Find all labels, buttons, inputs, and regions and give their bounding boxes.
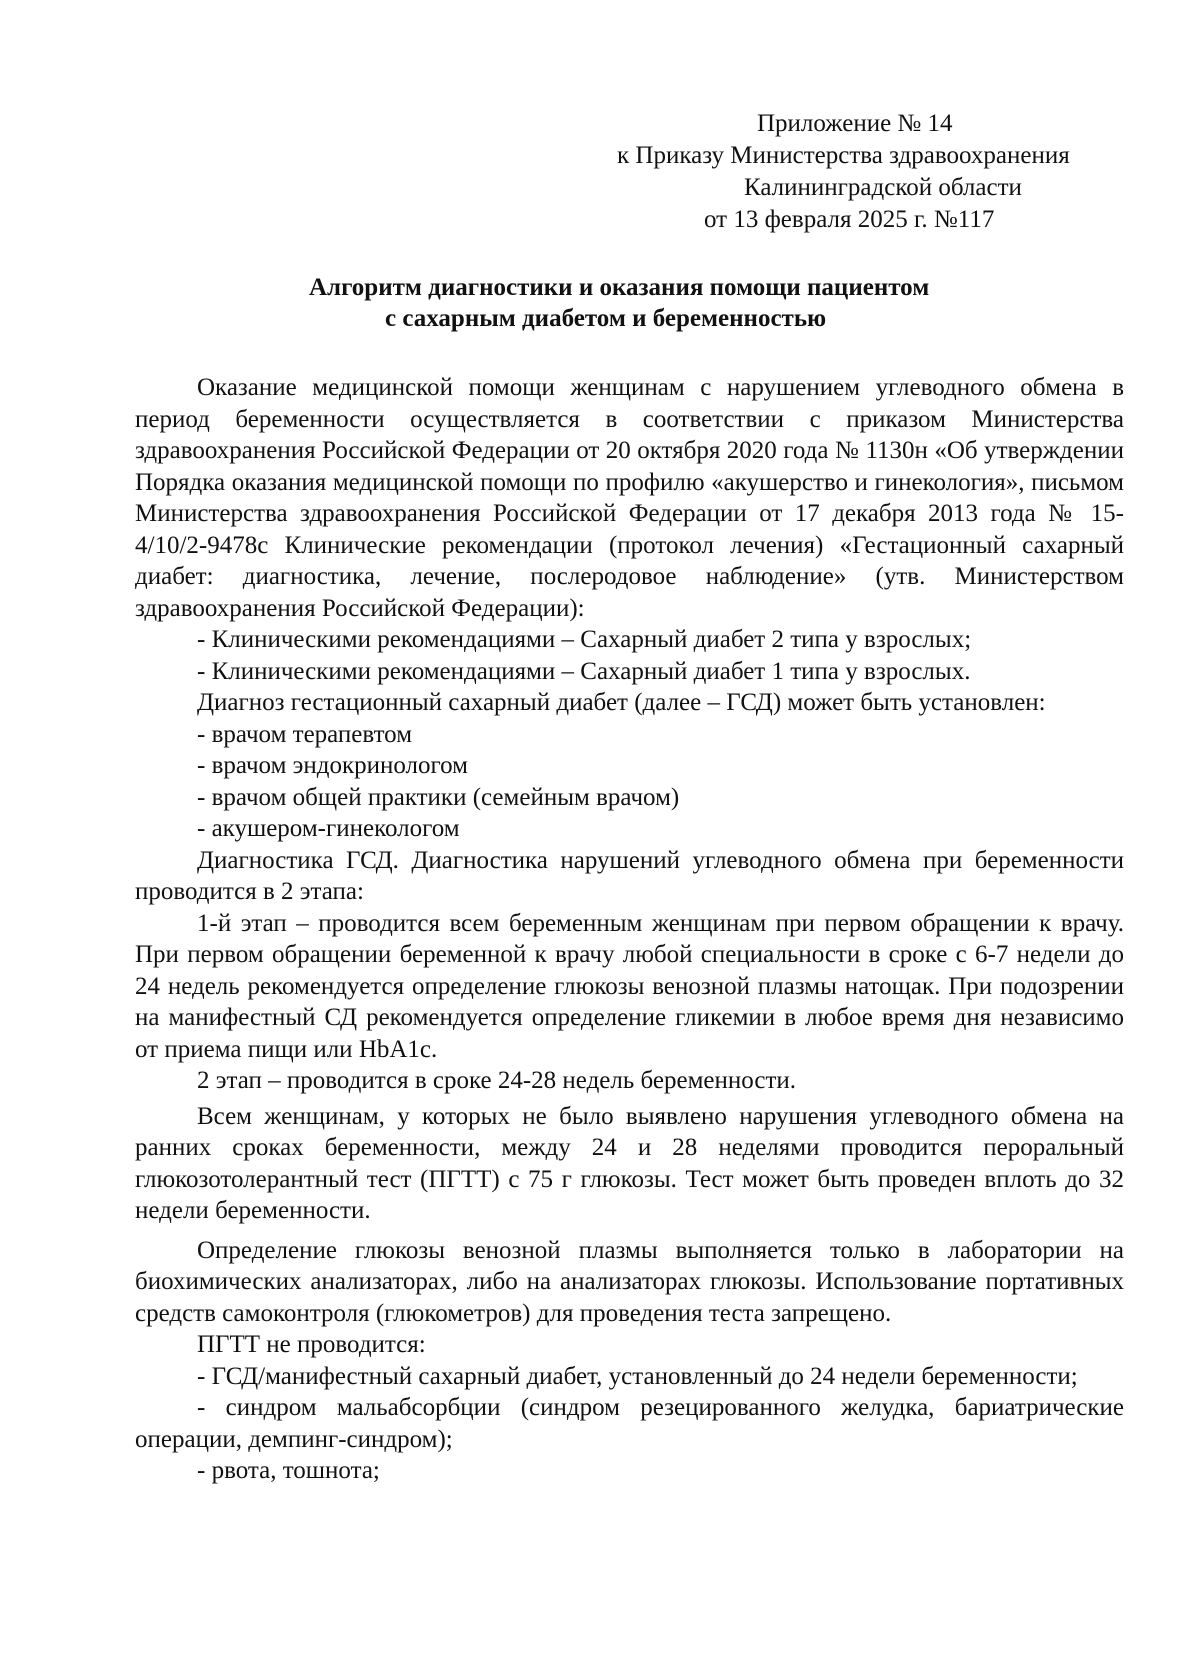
list-item-malabsorption: - синдром мальабсорбции (синдром резецированного желудка, бариатрические операции, демпинг-синдром);	[135, 1394, 1124, 1453]
paragraph-stage-1: 1-й этап – проводится всем беременным женщинам при первом обращении к врачу. При первом обращении беременной к врачу любой специальности в сроке с 6-7 недели до 24 недель рекомендуется определение глюкозы венозной плазмы натощак. При подозрении на манифестный СД рекомендуется определение гликемии в любое время дня независимо от приема пищи или HbA1c.	[135, 909, 1124, 1063]
list-item-endocrinologist: - врачом эндокринологом	[197, 752, 468, 779]
list-item-gdm-before-24: - ГСД/манифестный сахарный диабет, установленный до 24 недели беременности;	[197, 1362, 1078, 1390]
list-item-recommendation-type1: - Клиническими рекомендациями – Сахарный диабет 1 типа у взрослых.	[197, 657, 971, 685]
title-line-1: Алгоритм диагностики и оказания помощи пациентом	[309, 274, 930, 301]
annex-number: Приложение № 14	[757, 110, 953, 137]
paragraph-diagnosis-by: Диагноз гестационный сахарный диабет (далее – ГСД) может быть установлен:	[197, 689, 1046, 716]
list-item-obstetrician: - акушером-гинекологом	[197, 815, 460, 842]
paragraph-legal-basis: Оказание медицинской помощи женщинам с нарушением углеводного обмена в период беременности осуществляется в соответствии с приказом Министерства здравоохранения Российской Федерации от 20 октября 2020 года № 1130н «Об утверждении Порядка оказания медицинской помощи по профилю «акушерство и гинекология», письмом Министерства здравоохранения Российской Федерации от 17 декабря 2013 года № 15-4/10/2-9478с Клинические рекомендации (протокол лечения) «Гестационный сахарный диабет: диагностика, лечение, послеродовое наблюдение» (утв. Министерством здравоохранения Российской Федерации):	[135, 374, 1124, 622]
paragraph-stage-2: 2 этап – проводится в сроке 24-28 недель беременности.	[197, 1067, 797, 1094]
paragraph-diagnostics-stages: Диагностика ГСД. Диагностика нарушений углеводного обмена при беременности проводится в 2 этапа:	[135, 846, 1124, 905]
annex-order-ref: к Приказу Министерства здравоохранения	[617, 142, 1070, 169]
paragraph-ogtt-contraindications: ПГТТ не проводится:	[197, 1331, 426, 1358]
annex-region: Калининградской области	[744, 174, 1022, 201]
document-title	[135, 272, 1124, 334]
list-item-general-practitioner: - врачом общей практики (семейным врачом)	[197, 783, 680, 811]
list-item-recommendation-type2: - Клиническими рекомендациями – Сахарный диабет 2 типа у взрослых;	[197, 626, 972, 653]
title-line-2: с сахарным диабетом и беременностью	[385, 305, 827, 332]
annex-header	[617, 108, 1124, 236]
list-item-therapist: - врачом терапевтом	[197, 720, 413, 748]
paragraph-glucose-lab: Определение глюкозы венозной плазмы выполняется только в лаборатории на биохимических анализаторах, либо на анализаторах глюкозы. Использование портативных средств самоконтроля (глюкометров) для проведения теста запрещено.	[135, 1236, 1124, 1327]
paragraph-ogtt: Всем женщинам, у которых не было выявлено нарушения углеводного обмена на ранних сроках беременности, между 24 и 28 неделями проводится пероральный глюкозотолерантный тест (ПГТТ) с 75 г глюкозы. Тест может быть проведен вплоть до 32 недели беременности.	[135, 1102, 1124, 1224]
list-item-vomiting: - рвота, тошнота;	[197, 1457, 380, 1484]
annex-date-number: от 13 февраля 2025 г. №117	[704, 206, 995, 233]
document-body	[135, 372, 1124, 1487]
